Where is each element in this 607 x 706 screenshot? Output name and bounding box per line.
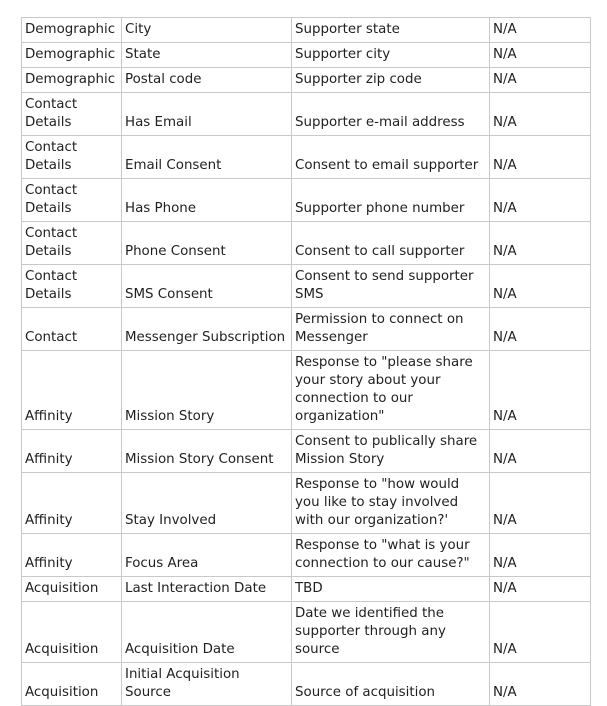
category-cell: Demographic (22, 43, 122, 68)
table-row (22, 430, 591, 473)
description-cell: Consent to email supporter (292, 136, 490, 179)
table-row (22, 534, 591, 577)
category-cell: Contact (22, 308, 122, 351)
value-cell: N/A (490, 663, 591, 706)
table-row (22, 473, 591, 534)
category-cell: Demographic (22, 18, 122, 43)
value-cell: N/A (490, 351, 591, 430)
table-body (22, 18, 591, 706)
value-cell: N/A (490, 136, 591, 179)
category-cell: Affinity (22, 534, 122, 577)
value-cell: N/A (490, 93, 591, 136)
table-row (22, 663, 591, 706)
value-cell: N/A (490, 265, 591, 308)
description-cell: Consent to publically share Mission Story (292, 430, 490, 473)
description-cell: Consent to send supporter SMS (292, 265, 490, 308)
description-cell: Supporter zip code (292, 68, 490, 93)
category-cell: Demographic (22, 68, 122, 93)
value-cell: N/A (490, 68, 591, 93)
table-row (22, 265, 591, 308)
data-dictionary-table (21, 17, 591, 706)
description-cell: Date we identified the supporter through any source (292, 602, 490, 663)
value-cell: N/A (490, 43, 591, 68)
field-cell: Messenger Subscription (122, 308, 292, 351)
description-cell: Supporter e-mail address (292, 93, 490, 136)
description-cell: Supporter phone number (292, 179, 490, 222)
category-cell: Acquisition (22, 663, 122, 706)
table-row (22, 136, 591, 179)
value-cell: N/A (490, 602, 591, 663)
category-cell: Affinity (22, 351, 122, 430)
value-cell: N/A (490, 430, 591, 473)
category-cell: Contact Details (22, 222, 122, 265)
field-cell: Mission Story Consent (122, 430, 292, 473)
description-cell: Response to "please share your story about your connection to our organization" (292, 351, 490, 430)
field-cell: Has Email (122, 93, 292, 136)
value-cell: N/A (490, 222, 591, 265)
description-cell: Permission to connect on Messenger (292, 308, 490, 351)
field-cell: Mission Story (122, 351, 292, 430)
field-cell: City (122, 18, 292, 43)
description-cell: Response to "how would you like to stay involved with our organization?' (292, 473, 490, 534)
description-cell: Source of acquisition (292, 663, 490, 706)
category-cell: Contact Details (22, 179, 122, 222)
field-cell: Phone Consent (122, 222, 292, 265)
description-cell: Supporter city (292, 43, 490, 68)
field-cell: Stay Involved (122, 473, 292, 534)
value-cell: N/A (490, 473, 591, 534)
description-cell: Consent to call supporter (292, 222, 490, 265)
field-cell: Has Phone (122, 179, 292, 222)
category-cell: Acquisition (22, 602, 122, 663)
category-cell: Affinity (22, 430, 122, 473)
table-row (22, 577, 591, 602)
table-row (22, 93, 591, 136)
category-cell: Contact Details (22, 265, 122, 308)
table-row (22, 179, 591, 222)
value-cell: N/A (490, 534, 591, 577)
description-cell: Supporter state (292, 18, 490, 43)
field-cell: Acquisition Date (122, 602, 292, 663)
category-cell: Affinity (22, 473, 122, 534)
category-cell: Acquisition (22, 577, 122, 602)
field-cell: Initial Acquisition Source (122, 663, 292, 706)
description-cell: Response to "what is your connection to our cause?" (292, 534, 490, 577)
value-cell: N/A (490, 179, 591, 222)
table-row (22, 351, 591, 430)
value-cell: N/A (490, 18, 591, 43)
field-cell: Postal code (122, 68, 292, 93)
field-cell: Focus Area (122, 534, 292, 577)
category-cell: Contact Details (22, 93, 122, 136)
field-cell: SMS Consent (122, 265, 292, 308)
field-cell: Last Interaction Date (122, 577, 292, 602)
table-row (22, 43, 591, 68)
value-cell: N/A (490, 577, 591, 602)
table-row (22, 222, 591, 265)
table-row (22, 68, 591, 93)
value-cell: N/A (490, 308, 591, 351)
category-cell: Contact Details (22, 136, 122, 179)
description-cell: TBD (292, 577, 490, 602)
field-cell: State (122, 43, 292, 68)
field-cell: Email Consent (122, 136, 292, 179)
table-row (22, 18, 591, 43)
table-row (22, 308, 591, 351)
